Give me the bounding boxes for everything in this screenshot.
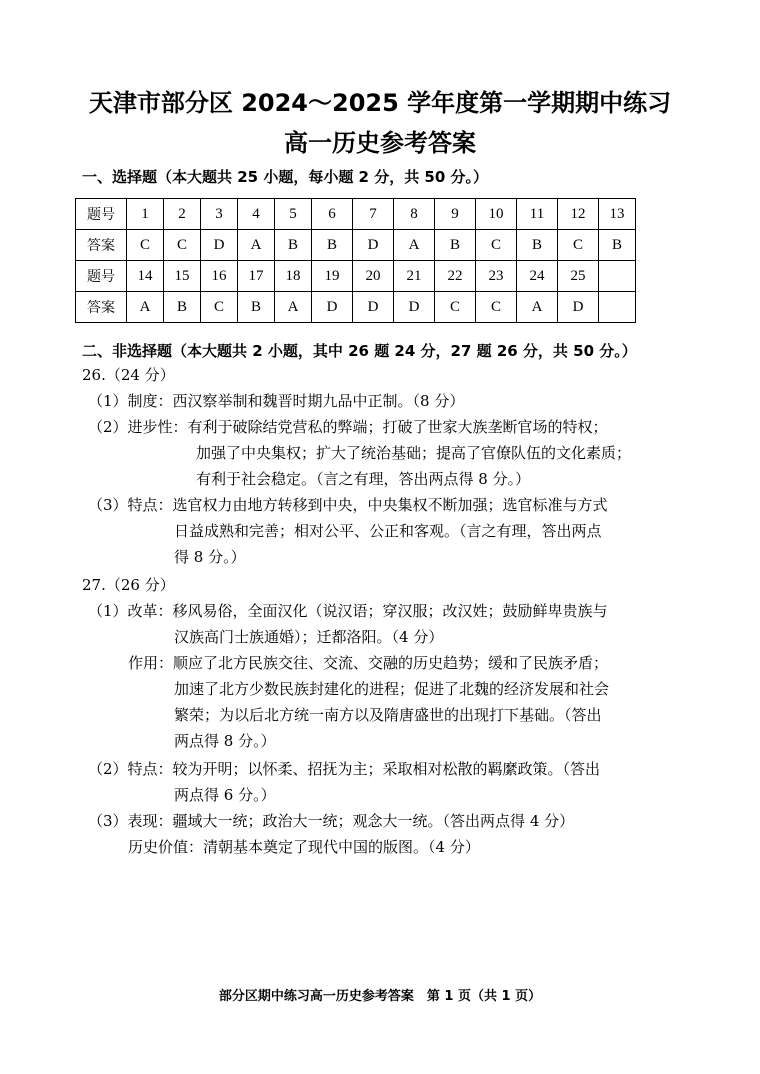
answer-line: （3）特点：选官权力由地方转移到中央，中央集权不断加强；选官标准与方式 — [88, 496, 608, 514]
question-number: 2 — [164, 199, 201, 230]
question-number: 3 — [201, 199, 238, 230]
answer-cell: A — [127, 292, 164, 323]
table-row — [76, 199, 636, 230]
row-label: 答案 — [76, 230, 127, 261]
answer-line: 加速了北方少数民族封建化的进程；促进了北魏的经济发展和社会 — [174, 680, 610, 698]
answer-line: （2）特点：较为开明；以怀柔、招抚为主；采取相对松散的羁縻政策。（答出 — [88, 760, 601, 778]
answer-cell: B — [435, 230, 476, 261]
answer-line: 历史价值：清朝基本奠定了现代中国的版图。（4 分） — [128, 838, 480, 856]
question-number: 9 — [435, 199, 476, 230]
answer-cell: C — [435, 292, 476, 323]
row-label: 题号 — [76, 261, 127, 292]
question-number: 21 — [394, 261, 435, 292]
answer-line: 两点得 6 分。） — [174, 786, 276, 804]
question-number: 20 — [353, 261, 394, 292]
answer-cell: C — [476, 230, 517, 261]
answer-cell: D — [353, 292, 394, 323]
answer-cell: D — [201, 230, 238, 261]
question-heading: 27.（26 分） — [82, 576, 175, 594]
question-number: 19 — [312, 261, 353, 292]
answer-cell: B — [164, 292, 201, 323]
question-number: 15 — [164, 261, 201, 292]
answer-cell: B — [238, 292, 275, 323]
question-number: 22 — [435, 261, 476, 292]
answer-line: 日益成熟和完善；相对公平、公正和客观。（言之有理，答出两点 — [174, 522, 602, 540]
question-number: 17 — [238, 261, 275, 292]
question-number — [599, 261, 636, 292]
table-row — [76, 292, 636, 323]
answer-line: 得 8 分。） — [174, 548, 246, 566]
section-1-heading: 一、选择题（本大题共 25 小题，每小题 2 分，共 50 分。） — [82, 168, 489, 186]
question-number: 14 — [127, 261, 164, 292]
question-heading: 26.（24 分） — [82, 366, 175, 384]
question-number: 11 — [517, 199, 558, 230]
question-number: 12 — [558, 199, 599, 230]
document-subtitle: 高一历史参考答案 — [284, 129, 476, 157]
answer-cell — [599, 292, 636, 323]
row-label: 题号 — [76, 199, 127, 230]
page-footer: 部分区期中练习高一历史参考答案 第 1 页（共 1 页） — [218, 989, 542, 1004]
answer-cell: C — [476, 292, 517, 323]
answer-line: 作用：顺应了北方民族交往、交流、交融的历史趋势；缓和了民族矛盾； — [128, 654, 609, 672]
question-number: 16 — [201, 261, 238, 292]
question-number: 25 — [558, 261, 599, 292]
answer-cell: D — [558, 292, 599, 323]
answer-cell: D — [312, 292, 353, 323]
answer-cell: C — [164, 230, 201, 261]
answer-line: 两点得 8 分。） — [174, 732, 276, 750]
question-number: 7 — [353, 199, 394, 230]
answer-table — [75, 198, 636, 323]
question-number: 1 — [127, 199, 164, 230]
question-number: 8 — [394, 199, 435, 230]
answer-cell: B — [517, 230, 558, 261]
answer-cell: A — [275, 292, 312, 323]
question-number: 6 — [312, 199, 353, 230]
answer-cell: A — [394, 230, 435, 261]
table-row — [76, 230, 636, 261]
row-label: 答案 — [76, 292, 127, 323]
table-row — [76, 261, 636, 292]
question-number: 5 — [275, 199, 312, 230]
question-number: 4 — [238, 199, 275, 230]
section-2-heading: 二、非选择题（本大题共 2 小题，其中 26 题 24 分，27 题 26 分，共 50 分。） — [82, 342, 637, 360]
answer-line: （3）表现：疆域大一统；政治大一统；观念大一统。（答出两点得 4 分） — [88, 812, 575, 830]
answer-cell: C — [127, 230, 164, 261]
answer-line: 繁荣；为以后北方统一南方以及隋唐盛世的出现打下基础。（答出 — [174, 706, 602, 724]
document-title: 天津市部分区 2024～2025 学年度第一学期期中练习 — [88, 89, 672, 117]
answer-line: （1）改革：移风易俗，全面汉化（说汉语；穿汉服；改汉姓；鼓励鲜卑贵族与 — [88, 602, 608, 620]
answer-line: （1）制度：西汉察举制和魏晋时期九品中正制。（8 分） — [88, 392, 465, 410]
answer-cell: A — [238, 230, 275, 261]
answer-cell: D — [353, 230, 394, 261]
question-number: 10 — [476, 199, 517, 230]
answer-line: 汉族高门士族通婚）；迁都洛阳。（4 分） — [174, 628, 444, 646]
question-number: 24 — [517, 261, 558, 292]
question-number: 23 — [476, 261, 517, 292]
answer-cell: B — [599, 230, 636, 261]
answer-line: 加强了中央集权；扩大了统治基础；提高了官僚队伍的文化素质； — [196, 444, 632, 462]
answer-cell: B — [275, 230, 312, 261]
answer-line: 有利于社会稳定。（言之有理，答出两点得 8 分。） — [196, 470, 531, 488]
answer-cell: D — [394, 292, 435, 323]
answer-cell: A — [517, 292, 558, 323]
answer-cell: B — [312, 230, 353, 261]
question-number: 13 — [599, 199, 636, 230]
answer-cell: C — [558, 230, 599, 261]
question-number: 18 — [275, 261, 312, 292]
answer-cell: C — [201, 292, 238, 323]
answer-line: （2）进步性：有利于破除结党营私的弊端；打破了世家大族垄断官场的特权； — [88, 418, 608, 436]
